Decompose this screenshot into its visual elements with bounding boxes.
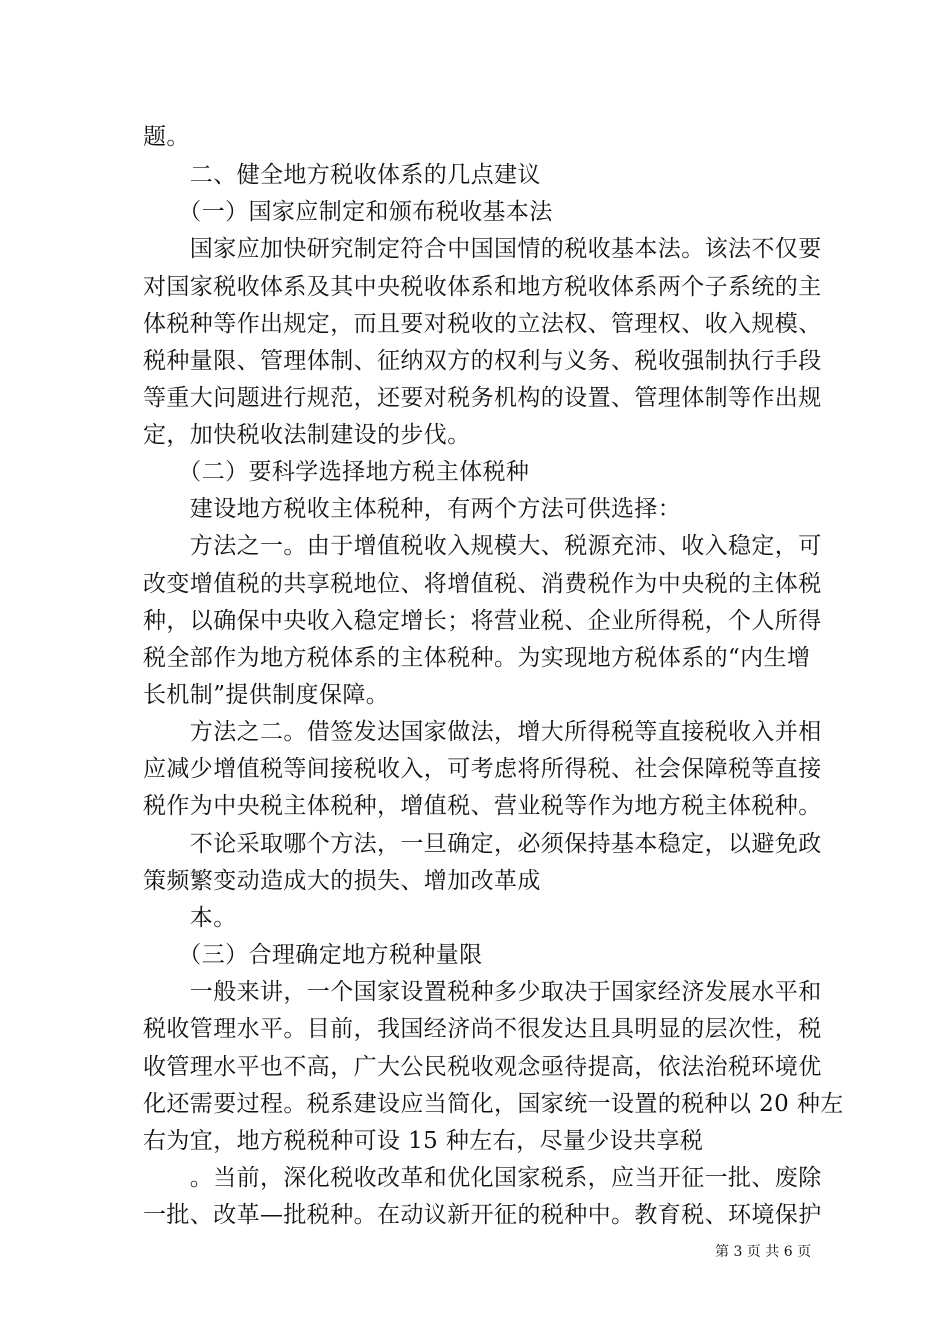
subsection-heading: （三）合理确定地方税种量限: [143, 942, 483, 968]
subsection-heading: （一）国家应制定和颁布税收基本法: [143, 199, 553, 225]
text-line: 税全部作为地方税体系的主体税种。为实现地方税体系的“内生增: [143, 645, 811, 671]
text-line: 化还需要过程。税系建设应当简化，国家统一设置的税种以 20 种左: [143, 1091, 844, 1117]
text-line: 种，以确保中央收入稳定增长；将营业税、企业所得税，个人所得: [143, 608, 822, 634]
text-line: 右为宜，地方税税种可设 15 种左右，尽量少设共享税: [143, 1128, 704, 1154]
text-line: 一般来讲，一个国家设置税种多少取决于国家经济发展水平和: [143, 979, 822, 1005]
text-line: 建设地方税收主体税种，有两个方法可供选择：: [143, 496, 682, 522]
subsection-heading: （二）要科学选择地方税主体税种: [143, 459, 530, 485]
text-line: 应减少增值税等间接税收入，可考虑将所得税、社会保障税等直接: [143, 756, 822, 782]
text-line: 改变增值税的共享税地位、将增值税、消费税作为中央税的主体税: [143, 571, 822, 597]
text-line: 税作为中央税主体税种，增值税、营业税等作为地方税主体税种。: [143, 793, 822, 819]
section-heading: 二、健全地方税收体系的几点建议: [143, 162, 541, 188]
text-line: 对国家税收体系及其中央税收体系和地方税收体系两个子系统的主: [143, 274, 822, 300]
text-line: 长机制”提供制度保障。: [143, 682, 390, 708]
text-line: 题。: [143, 124, 190, 150]
text-line: 定，加快税收法制建设的步伐。: [143, 422, 471, 448]
text-line: 国家应加快研究制定符合中国国情的税收基本法。该法不仅要: [143, 236, 822, 262]
text-line: 收管理水平也不高，广大公民税收观念亟待提高，依法治税环境优: [143, 1054, 822, 1080]
page-number-footer: 第 3 页 共 6 页: [715, 1244, 812, 1260]
text-line: 不论采取哪个方法，一旦确定，必须保持基本稳定，以避免政: [143, 831, 822, 857]
text-line: 方法之一。由于增值税收入规模大、税源充沛、收入稳定，可: [143, 533, 822, 559]
text-line: 方法之二。借签发达国家做法，增大所得税等直接税收入并相: [143, 719, 822, 745]
text-line: 税收管理水平。目前，我国经济尚不很发达且具明显的层次性，税: [143, 1016, 822, 1042]
text-line: 策频繁变动造成大的损失、增加改革成: [143, 868, 541, 894]
text-line: 税种量限、管理体制、征纳双方的权利与义务、税收强制执行手段: [143, 348, 822, 374]
text-line: 本。: [143, 905, 237, 931]
text-line: 等重大问题进行规范，还要对税务机构的设置、管理体制等作出规: [143, 385, 822, 411]
text-line: 体税种等作出规定，而且要对税收的立法权、管理权、收入规模、: [143, 311, 822, 337]
text-line: 。当前，深化税收改革和优化国家税系，应当开征一批、废除: [143, 1165, 822, 1191]
text-line: 一批、改革—批税种。在动议新开征的税种中。教育税、环境保护: [143, 1202, 822, 1228]
